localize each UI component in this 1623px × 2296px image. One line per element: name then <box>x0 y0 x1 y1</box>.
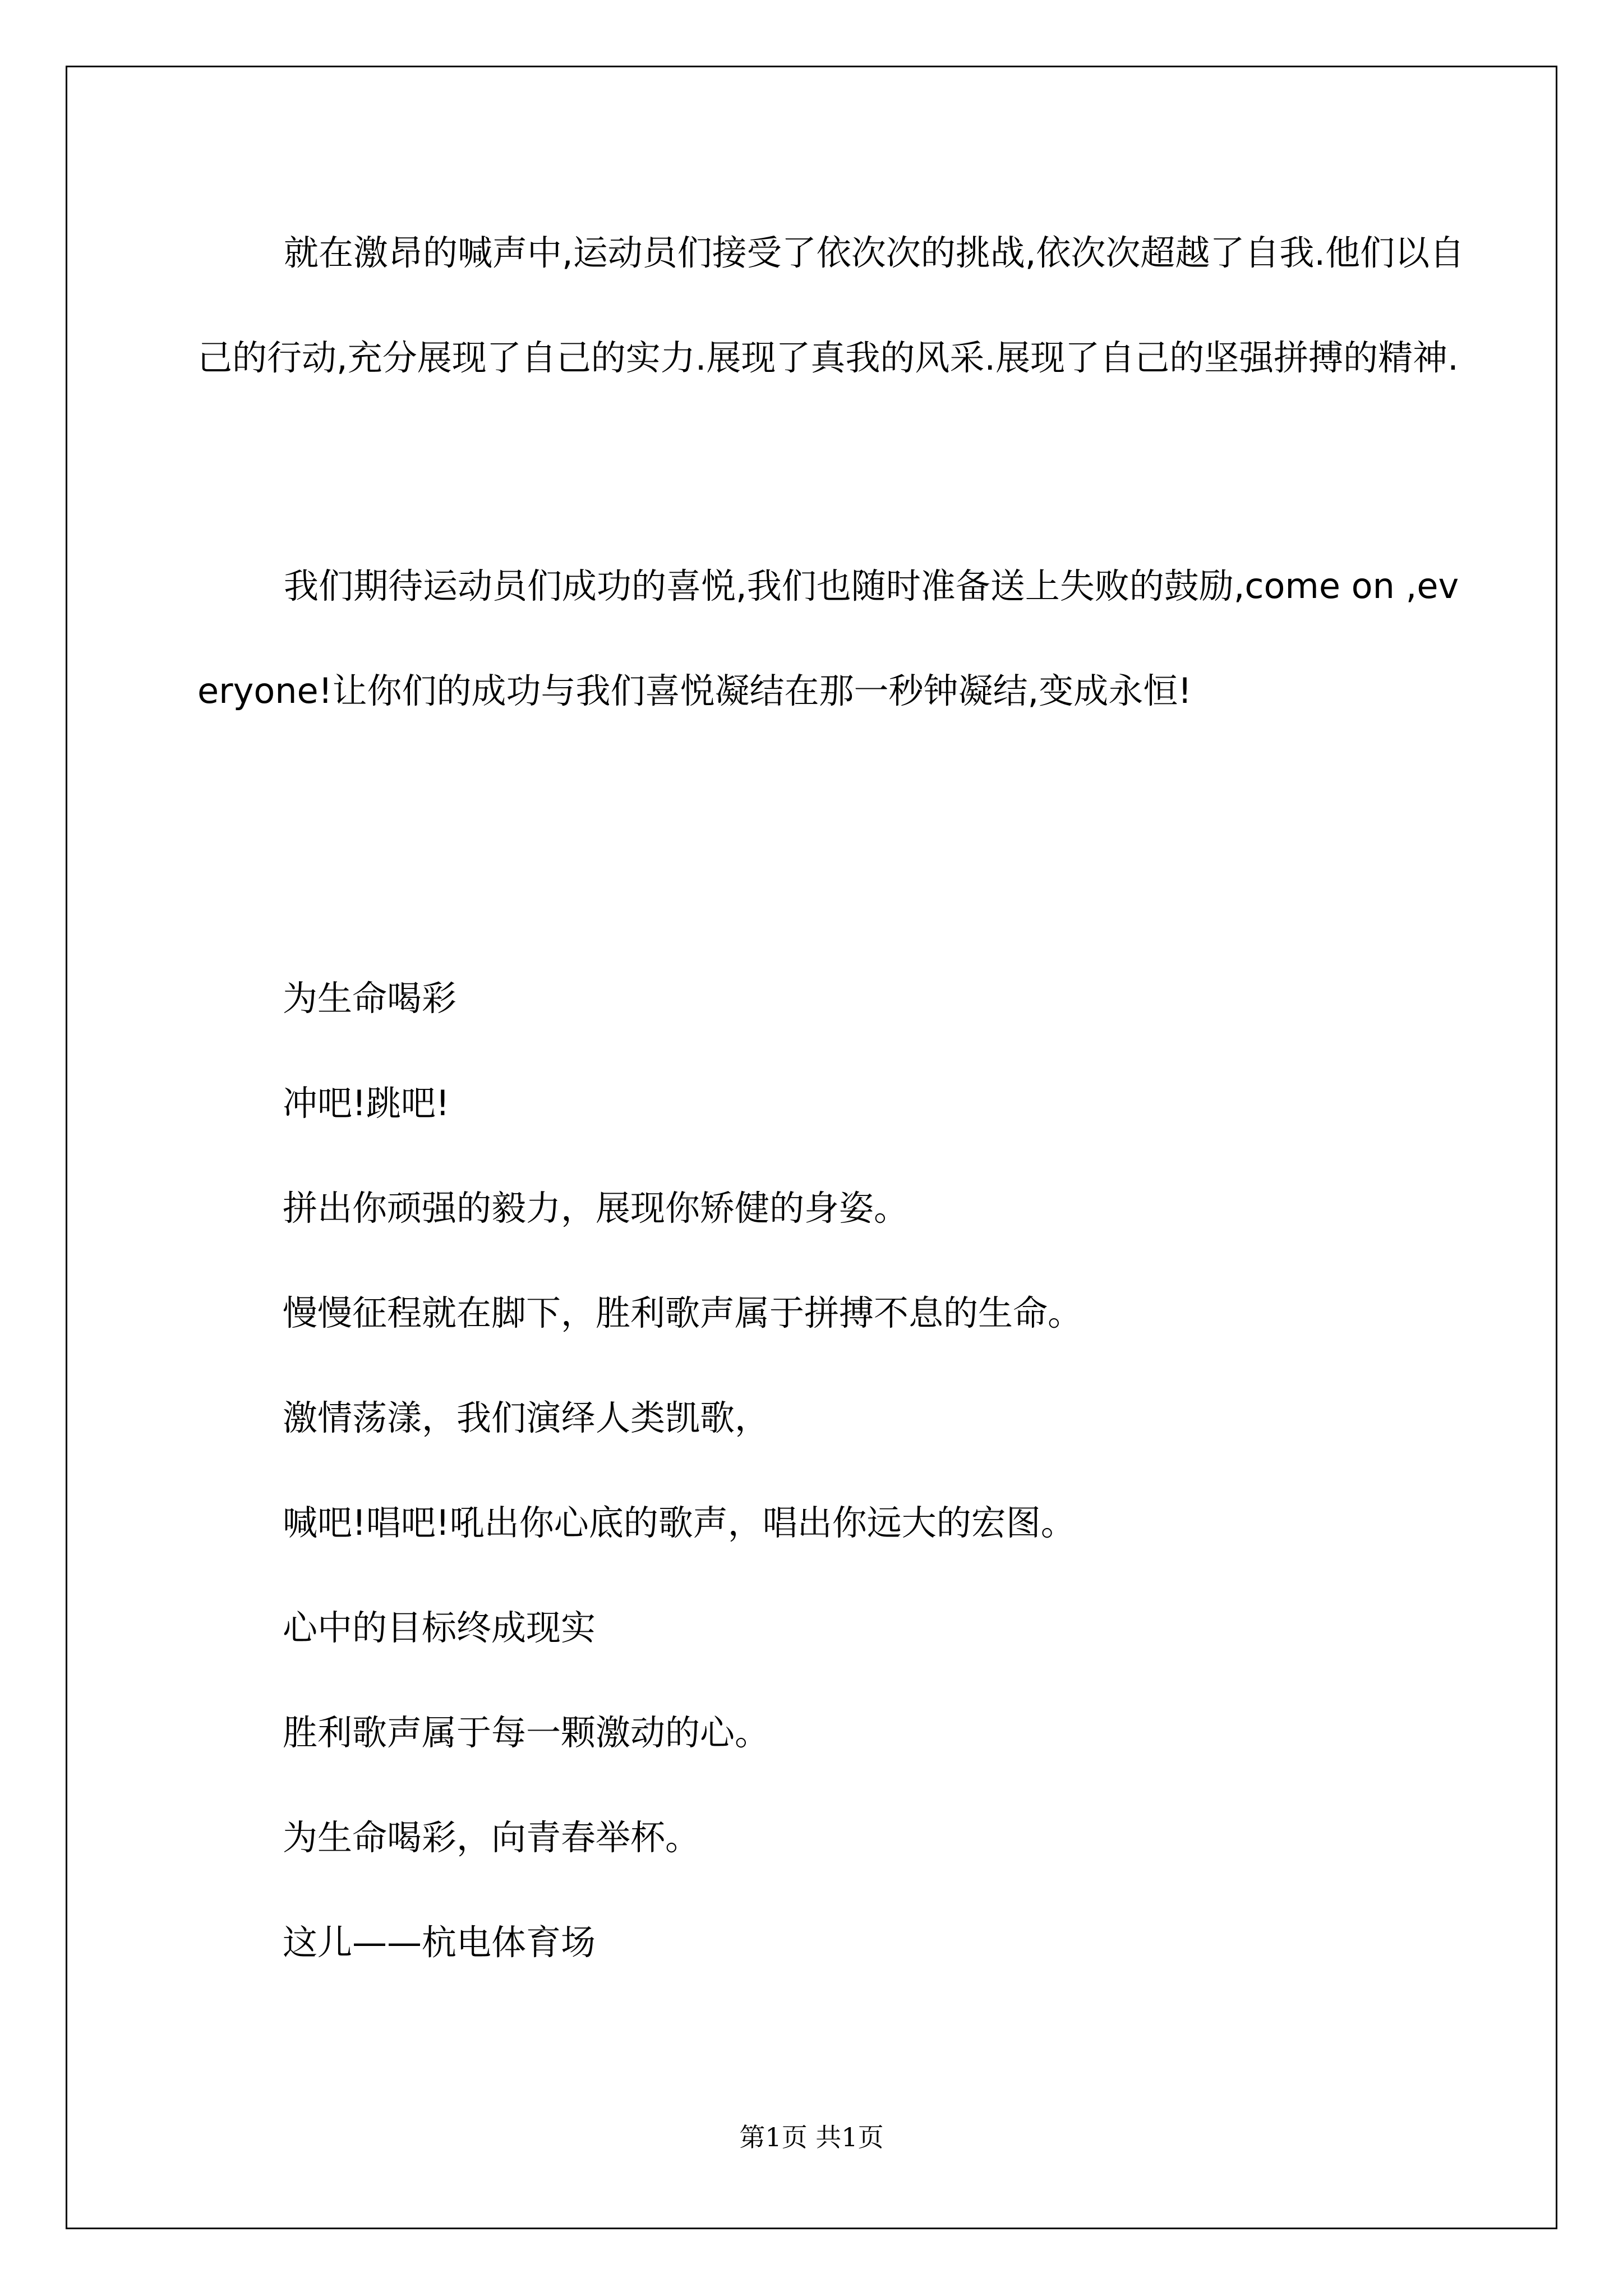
poem-line: 喊吧!唱吧!吼出你心底的歌声，唱出你远大的宏图。 <box>283 1502 1076 1543</box>
poem-line: 胜利歌声属于每一颗激动的心。 <box>283 1712 770 1753</box>
body-paragraph-2: 我们期待运动员们成功的喜悦,我们也随时准备送上失败的鼓励,come on ,everyone!让你们的成功与我们喜悦凝结在那一秒钟凝结,变成永恒! <box>197 565 1459 711</box>
poem-line: 为生命喝彩，向青春举杯。 <box>283 1817 700 1858</box>
poem-line: 拼出你顽强的毅力，展现你矫健的身姿。 <box>283 1188 909 1228</box>
body-paragraph-1: 就在激昂的喊声中,运动员们接受了依次次的挑战,依次次超越了自我.他们以自己的行动,充分展现了自己的实力.展现了真我的风采.展现了自己的坚强拼搏的精神. <box>197 232 1465 378</box>
poem-line: 这儿——杭电体育场 <box>283 1922 596 1963</box>
poem-line: 心中的目标终成现实 <box>283 1607 596 1648</box>
poem-title: 为生命喝彩 <box>283 978 457 1019</box>
poem-block <box>283 946 1460 1995</box>
poem-line: 慢慢征程就在脚下，胜利歌声属于拼搏不息的生命。 <box>283 1292 1083 1333</box>
poem-line: 冲吧!跳吧! <box>283 1083 450 1124</box>
page-number-footer: 第1页 共1页 <box>739 2122 884 2152</box>
poem-line: 激情荡漾，我们演绎人类凯歌， <box>283 1397 770 1438</box>
